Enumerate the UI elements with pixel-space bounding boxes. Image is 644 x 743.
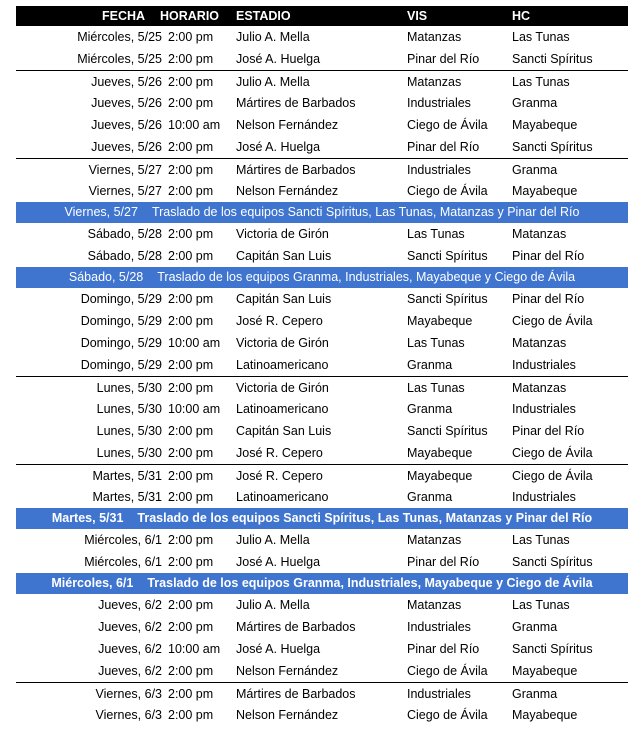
cell-estadio: Mártires de Barbados [236,620,356,634]
transfer-row [16,267,628,288]
table-row [16,464,628,486]
cell-estadio: Julio A. Mella [236,598,310,612]
header-estadio: ESTADIO [236,9,291,23]
table-row [16,398,628,420]
cell-horario: 2:00 pm [168,533,214,547]
cell-hc: Pinar del Río [512,249,585,263]
cell-hc: Ciego de Ávila [512,446,593,460]
transfer-date: Miércoles, 6/1 [51,576,134,590]
table-row [16,442,628,464]
table-row [16,288,628,310]
cell-horario: 2:00 pm [168,358,214,372]
cell-vis: Matanzas [407,30,462,44]
cell-estadio: Nelson Fernández [236,664,339,678]
cell-estadio: Capitán San Luis [236,424,332,438]
cell-estadio: Mártires de Barbados [236,687,356,701]
table-row [16,114,628,136]
cell-estadio: José A. Huelga [236,642,321,656]
cell-fecha: Lunes, 5/30 [96,424,162,438]
table-row [16,92,628,114]
transfer-note [16,508,628,529]
table-row [16,180,628,202]
cell-horario: 2:00 pm [168,424,214,438]
cell-fecha: Sábado, 5/28 [87,227,162,241]
cell-horario: 2:00 pm [168,687,214,701]
table-row [16,26,628,48]
cell-vis: Granma [407,358,453,372]
cell-fecha: Jueves, 5/26 [91,75,162,89]
cell-horario: 2:00 pm [168,381,214,395]
cell-hc: Matanzas [512,227,567,241]
cell-horario: 10:00 am [168,642,221,656]
cell-vis: Pinar del Río [407,555,480,569]
cell-estadio: Nelson Fernández [236,118,339,132]
table-row [16,551,628,573]
cell-estadio: Victoria de Girón [236,381,329,395]
cell-hc: Ciego de Ávila [512,469,593,483]
cell-fecha: Jueves, 6/2 [98,664,162,678]
cell-estadio: José R. Cepero [236,446,323,460]
table-row [16,682,628,704]
cell-estadio: Mártires de Barbados [236,96,356,110]
cell-vis: Granma [407,402,453,416]
cell-vis: Sancti Spíritus [407,424,488,438]
cell-fecha: Domingo, 5/29 [80,292,162,306]
cell-vis: Pinar del Río [407,140,480,154]
cell-hc: Sancti Spíritus [512,555,593,569]
table-row [16,310,628,332]
cell-hc: Ciego de Ávila [512,314,593,328]
cell-hc: Mayabeque [512,184,578,198]
cell-vis: Pinar del Río [407,642,480,656]
cell-hc: Industriales [512,490,576,504]
cell-estadio: Mártires de Barbados [236,163,356,177]
cell-vis: Las Tunas [407,336,465,350]
cell-horario: 2:00 pm [168,292,214,306]
cell-vis: Mayabeque [407,446,473,460]
cell-estadio: Capitán San Luis [236,249,332,263]
cell-hc: Las Tunas [512,30,570,44]
cell-fecha: Jueves, 6/2 [98,620,162,634]
cell-hc: Mayabeque [512,708,578,722]
cell-hc: Pinar del Río [512,292,585,306]
transfer-note [16,202,628,223]
table-row [16,594,628,616]
cell-horario: 2:00 pm [168,227,214,241]
cell-estadio: Latinoamericano [236,490,329,504]
cell-fecha: Jueves, 6/2 [98,598,162,612]
cell-horario: 2:00 pm [168,598,214,612]
table-row [16,245,628,267]
cell-hc: Mayabeque [512,118,578,132]
table-row [16,70,628,92]
cell-fecha: Jueves, 5/26 [91,118,162,132]
cell-fecha: Jueves, 6/2 [98,642,162,656]
cell-horario: 2:00 pm [168,184,214,198]
cell-hc: Las Tunas [512,533,570,547]
cell-horario: 10:00 am [168,402,221,416]
table-row [16,486,628,508]
cell-vis: Mayabeque [407,469,473,483]
table-row [16,332,628,354]
cell-estadio: José A. Huelga [236,52,321,66]
cell-fecha: Viernes, 6/3 [95,687,162,701]
transfer-text: Traslado de los equipos Granma, Industriales, Mayabeque y Ciego de Ávila [147,576,593,590]
cell-fecha: Lunes, 5/30 [96,446,162,460]
table-body [16,26,628,726]
table-row [16,223,628,245]
cell-estadio: Julio A. Mella [236,75,310,89]
cell-horario: 2:00 pm [168,555,214,569]
transfer-date: Sábado, 5/28 [68,270,144,284]
cell-horario: 2:00 pm [168,446,214,460]
cell-vis: Mayabeque [407,314,473,328]
cell-estadio: Julio A. Mella [236,533,310,547]
cell-estadio: José R. Cepero [236,469,323,483]
cell-horario: 2:00 pm [168,96,214,110]
cell-vis: Industriales [407,620,471,634]
cell-estadio: Latinoamericano [236,358,329,372]
cell-vis: Ciego de Ávila [407,664,488,678]
table-row [16,48,628,70]
table-row [16,616,628,638]
cell-horario: 2:00 pm [168,490,214,504]
cell-hc: Industriales [512,358,576,372]
cell-vis: Industriales [407,96,471,110]
table-row [16,354,628,376]
cell-vis: Las Tunas [407,227,465,241]
cell-estadio: Victoria de Girón [236,227,329,241]
cell-hc: Granma [512,96,558,110]
cell-vis: Ciego de Ávila [407,708,488,722]
cell-estadio: José A. Huelga [236,555,321,569]
cell-horario: 2:00 pm [168,249,214,263]
cell-estadio: Victoria de Girón [236,336,329,350]
cell-hc: Granma [512,163,558,177]
cell-fecha: Viernes, 5/27 [88,163,162,177]
cell-fecha: Domingo, 5/29 [80,314,162,328]
cell-fecha: Jueves, 5/26 [91,96,162,110]
transfer-note [16,267,628,288]
cell-horario: 2:00 pm [168,620,214,634]
cell-hc: Sancti Spíritus [512,52,593,66]
table-row [16,420,628,442]
cell-horario: 2:00 pm [168,708,214,722]
cell-vis: Ciego de Ávila [407,118,488,132]
table-row [16,136,628,158]
table-row [16,638,628,660]
cell-horario: 2:00 pm [168,75,214,89]
cell-estadio: Nelson Fernández [236,708,339,722]
table-row [16,529,628,551]
cell-vis: Sancti Spíritus [407,292,488,306]
cell-estadio: José R. Cepero [236,314,323,328]
cell-fecha: Sábado, 5/28 [87,249,162,263]
transfer-row [16,202,628,223]
transfer-text: Traslado de los equipos Sancti Spíritus, Las Tunas, Matanzas y Pinar del Río [151,205,580,219]
cell-vis: Las Tunas [407,381,465,395]
cell-fecha: Lunes, 5/30 [96,381,162,395]
cell-hc: Granma [512,620,558,634]
cell-fecha: Miércoles, 6/1 [84,555,162,569]
header-fecha: FECHA [102,9,146,23]
cell-estadio: Nelson Fernández [236,184,339,198]
transfer-note [16,573,628,594]
table-header [16,6,628,26]
cell-fecha: Martes, 5/31 [92,490,162,504]
cell-hc: Granma [512,687,558,701]
header-horario: HORARIO [160,9,220,23]
cell-vis: Pinar del Río [407,52,480,66]
cell-estadio: Julio A. Mella [236,30,310,44]
cell-vis: Matanzas [407,75,462,89]
transfer-row [16,508,628,529]
cell-horario: 2:00 pm [168,52,214,66]
cell-vis: Granma [407,490,453,504]
cell-fecha: Viernes, 6/3 [95,708,162,722]
cell-vis: Matanzas [407,598,462,612]
cell-fecha: Miércoles, 5/25 [77,30,162,44]
cell-fecha: Miércoles, 5/25 [77,52,162,66]
cell-horario: 10:00 am [168,118,221,132]
transfer-text: Traslado de los equipos Granma, Industriales, Mayabeque y Ciego de Ávila [157,270,576,284]
transfer-row [16,573,628,594]
cell-hc: Pinar del Río [512,424,585,438]
cell-vis: Industriales [407,163,471,177]
cell-horario: 2:00 pm [168,314,214,328]
cell-vis: Ciego de Ávila [407,184,488,198]
cell-hc: Matanzas [512,381,567,395]
cell-horario: 2:00 pm [168,30,214,44]
cell-hc: Las Tunas [512,75,570,89]
cell-estadio: Latinoamericano [236,402,329,416]
cell-horario: 10:00 am [168,336,221,350]
cell-fecha: Viernes, 5/27 [88,184,162,198]
cell-hc: Mayabeque [512,664,578,678]
transfer-date: Martes, 5/31 [51,511,124,525]
table-row [16,376,628,398]
header-vis: VIS [407,9,428,23]
cell-fecha: Domingo, 5/29 [80,358,162,372]
cell-estadio: José A. Huelga [236,140,321,154]
cell-fecha: Jueves, 5/26 [91,140,162,154]
cell-vis: Sancti Spíritus [407,249,488,263]
table-row [16,158,628,180]
cell-fecha: Domingo, 5/29 [80,336,162,350]
transfer-date: Viernes, 5/27 [64,205,138,219]
cell-hc: Matanzas [512,336,567,350]
cell-horario: 2:00 pm [168,469,214,483]
cell-horario: 2:00 pm [168,163,214,177]
schedule-table [16,6,628,726]
cell-fecha: Lunes, 5/30 [96,402,162,416]
table-row [16,704,628,726]
cell-vis: Industriales [407,687,471,701]
cell-vis: Matanzas [407,533,462,547]
header-hc: HC [512,9,531,23]
cell-estadio: Capitán San Luis [236,292,332,306]
cell-hc: Industriales [512,402,576,416]
cell-horario: 2:00 pm [168,664,214,678]
cell-horario: 2:00 pm [168,140,214,154]
cell-fecha: Miércoles, 6/1 [84,533,162,547]
transfer-text: Traslado de los equipos Sancti Spíritus, Las Tunas, Matanzas y Pinar del Río [137,511,593,525]
table-row [16,660,628,682]
cell-hc: Sancti Spíritus [512,140,593,154]
cell-hc: Sancti Spíritus [512,642,593,656]
cell-fecha: Martes, 5/31 [92,469,162,483]
cell-hc: Las Tunas [512,598,570,612]
